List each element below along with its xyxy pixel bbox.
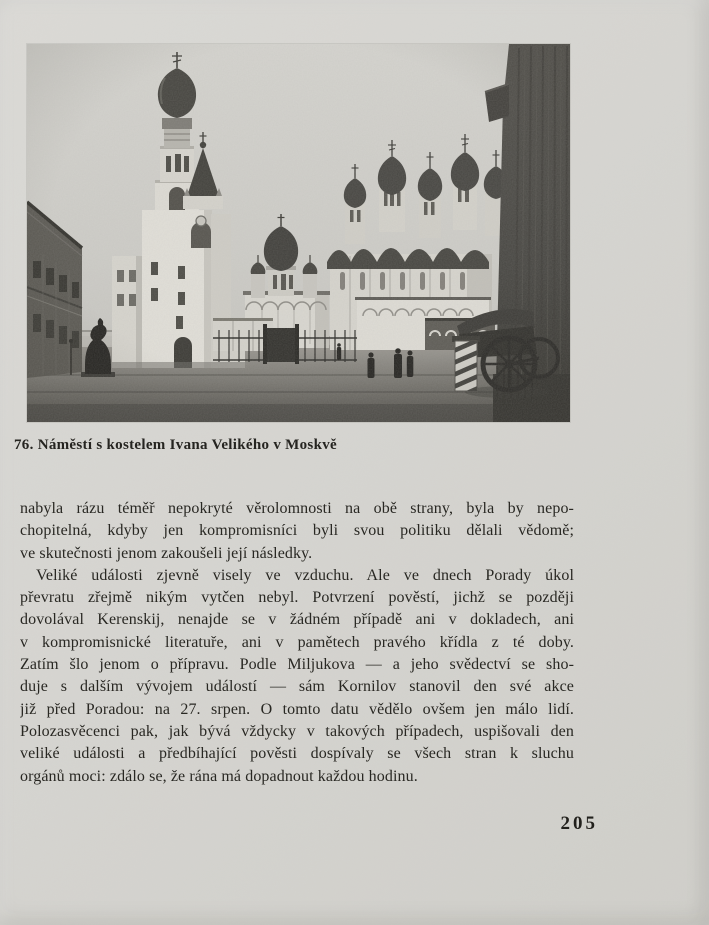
body-text-line: ve skutečnosti jenom zakoušeli její následky.	[20, 544, 313, 562]
figure-caption: 76. Náměstí s kostelem Ivana Velikého v Moskvě	[14, 437, 337, 453]
figure-photo	[27, 44, 570, 422]
body-text-line: Polozasvěcenci pak, jak bývá vždycky v takových případech, uspišovali den	[20, 722, 574, 740]
body-text	[20, 498, 574, 788]
body-text-line: Zatím šlo jenom o přípravu. Podle Miljukova — a jeho svědectví se sho-	[20, 656, 574, 674]
body-text-line: nabyla rázu téměř nepokryté věrolomnosti na obě strany, byla by nepo-	[20, 500, 574, 517]
body-text-line: v kompromisnické literatuře, ani v pamětech pravého křídla z té doby.	[20, 633, 574, 651]
body-text-line: dovolával Kerenskij, nenajde se v žádném případě ani v dokladech, ani	[20, 611, 574, 629]
body-text-line: duje s dalším vývojem událostí — sám Kornilov stanovil den své akce	[20, 678, 574, 696]
body-text-line: orgánů moci: zdálo se, že rána má dopadnout každou hodinu.	[20, 767, 418, 785]
body-text-line: již před Poradou: na 27. srpen. O tomto datu vědělo ovšem jen málo lidí.	[20, 700, 574, 718]
body-text-line: chopitelná, kdyby jen kompromisníci byli svou politiku dělali vědomě;	[20, 522, 574, 540]
page-number: 205	[560, 813, 598, 834]
body-text-line: převratu zřejmě nikým vytčen nebyl. Potvrzení pověstí, jichž se později	[20, 589, 574, 607]
body-text-line: veliké události a předbíhající pověsti dospívaly se všech stran k sluchu	[20, 745, 574, 763]
body-text-line: Veliké události zjevně visely ve vzduchu. Ale ve dnech Porady úkol	[36, 566, 574, 584]
photo-tone	[27, 44, 570, 422]
